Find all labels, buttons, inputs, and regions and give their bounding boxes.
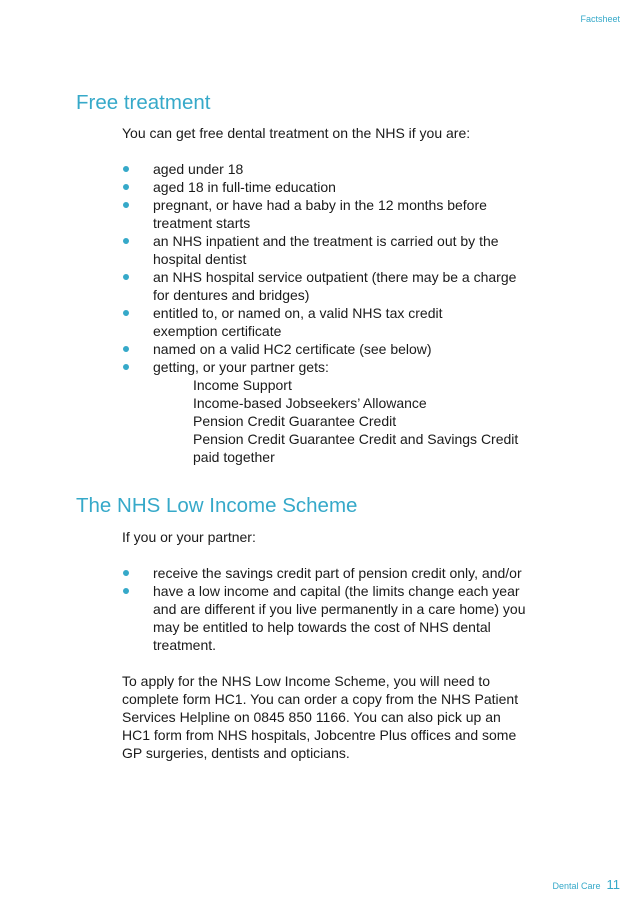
list-item-line: getting, or your partner gets: — [153, 359, 329, 375]
list-item-line: an NHS hospital service outpatient (there may be a charge — [153, 269, 517, 285]
list-item-line: entitled to, or named on, a valid NHS tax credit — [153, 305, 443, 321]
header-label: Factsheet — [580, 14, 620, 24]
free-treatment-body — [122, 124, 582, 466]
list-item: aged under 18 — [122, 160, 582, 178]
paragraph-line: Services Helpline on 0845 850 1166. You can also pick up an — [122, 709, 501, 725]
low-income-scheme-body — [122, 528, 582, 762]
list-item — [122, 268, 582, 304]
list-item-line: for dentures and bridges) — [153, 287, 310, 303]
list-item: aged 18 in full-time education — [122, 178, 582, 196]
list-item-line: and are different if you live permanently in a care home) you — [153, 601, 526, 617]
list-item-line: pregnant, or have had a baby in the 12 months before — [153, 197, 487, 213]
lis-intro: If you or your partner: — [122, 529, 256, 545]
list-item-line: treatment. — [153, 637, 217, 653]
paragraph-line: GP surgeries, dentists and opticians. — [122, 745, 350, 761]
list-item-line: exemption certificate — [153, 323, 282, 339]
free-bullet-list — [122, 160, 582, 466]
benefit-item: paid together — [193, 449, 275, 465]
list-item: named on a valid HC2 certificate (see below) — [122, 340, 582, 358]
list-item — [122, 304, 582, 340]
list-item: receive the savings credit part of pension credit only, and/or — [122, 564, 582, 582]
benefit-item: Income-based Jobseekers’ Allowance — [193, 395, 427, 411]
list-item — [122, 196, 582, 232]
apply-paragraph — [122, 672, 582, 762]
benefit-item: Pension Credit Guarantee Credit and Savings Credit — [193, 431, 519, 447]
list-item — [122, 582, 582, 654]
list-item — [122, 232, 582, 268]
list-item-line: an NHS inpatient and the treatment is carried out by the — [153, 233, 499, 249]
section-title-free-treatment: Free treatment — [76, 91, 211, 114]
list-item-line: have a low income and capital (the limits change each year — [153, 583, 520, 599]
page-number: 11 — [606, 877, 620, 892]
list-item-line: hospital dentist — [153, 251, 247, 267]
list-item-line: may be entitled to help towards the cost of NHS dental — [153, 619, 491, 635]
list-item — [122, 358, 582, 466]
paragraph-line: To apply for the NHS Low Income Scheme, you will need to — [122, 673, 491, 689]
benefit-item: Pension Credit Guarantee Credit — [193, 413, 397, 429]
footer-label: Dental Care — [552, 881, 601, 891]
section-title-low-income-scheme: The NHS Low Income Scheme — [76, 494, 358, 517]
free-intro: You can get free dental treatment on the NHS if you are: — [122, 125, 471, 141]
lis-bullet-list — [122, 564, 582, 654]
paragraph-line: complete form HC1. You can order a copy from the NHS Patient — [122, 691, 519, 707]
benefit-item: Income Support — [193, 377, 292, 393]
paragraph-line: HC1 form from NHS hospitals, Jobcentre Plus offices and some — [122, 727, 517, 743]
list-item-line: treatment starts — [153, 215, 251, 231]
footer — [552, 876, 620, 894]
